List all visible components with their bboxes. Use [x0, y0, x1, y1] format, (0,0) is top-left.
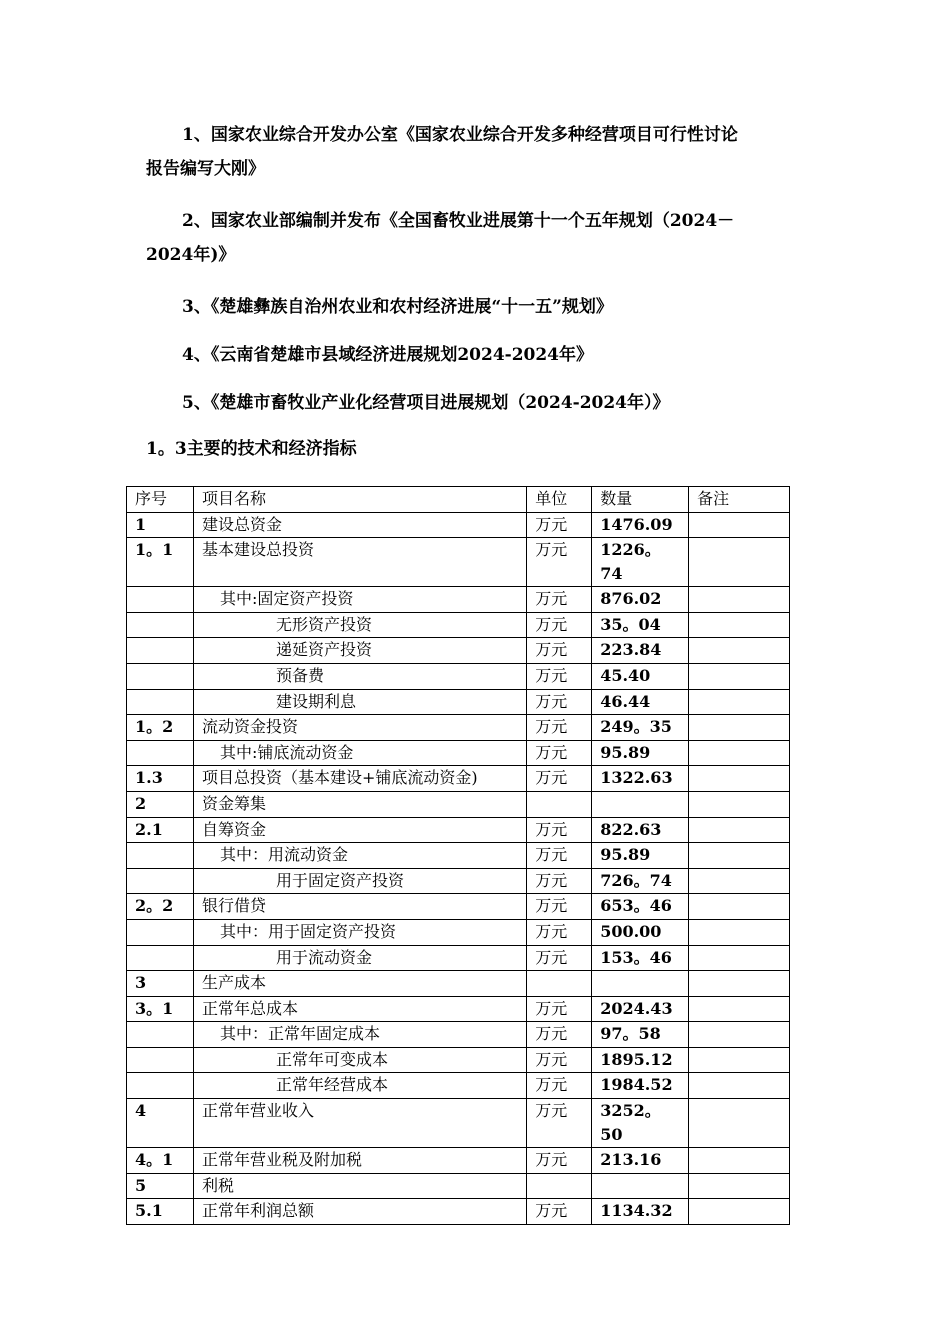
table-row [127, 638, 790, 664]
reference-text: 3、《楚雄彝族自治州农业和农村经济进展“十一五”规划》 [182, 297, 613, 317]
row-number [127, 945, 194, 971]
reference-item [146, 118, 806, 186]
table-row [127, 1148, 790, 1174]
table-header-row [127, 487, 790, 513]
row-number: 1。1 [127, 538, 194, 587]
indicator-table [126, 486, 790, 1225]
row-name: 正常年营业税及附加税 [193, 1148, 526, 1174]
row-note [689, 817, 790, 843]
row-unit: 万元 [527, 1099, 592, 1148]
header-unit: 单位 [527, 487, 592, 513]
table-row [127, 945, 790, 971]
table-row [127, 587, 790, 613]
row-name: 利税 [193, 1173, 526, 1199]
row-number [127, 587, 194, 613]
row-name: 自筹资金 [193, 817, 526, 843]
table-row [127, 894, 790, 920]
reference-text-continued: 2024年)》 [146, 245, 236, 265]
header-quantity: 数量 [592, 487, 689, 513]
reference-text: 4、《云南省楚雄市县域经济进展规划2024-2024年》 [182, 345, 594, 365]
table-row [127, 612, 790, 638]
row-quantity: 2024.43 [592, 996, 689, 1022]
row-note [689, 791, 790, 817]
row-note [689, 1199, 790, 1225]
table-row [127, 868, 790, 894]
row-name [193, 919, 526, 945]
table-row [127, 1199, 790, 1225]
row-quantity: 95.89 [592, 740, 689, 766]
table-row [127, 1099, 790, 1148]
row-note [689, 740, 790, 766]
row-unit: 万元 [527, 538, 592, 587]
row-unit: 万元 [527, 740, 592, 766]
row-note [689, 1022, 790, 1048]
row-note [689, 689, 790, 715]
table-row [127, 1173, 790, 1199]
row-note [689, 945, 790, 971]
row-name [193, 740, 526, 766]
row-name-text: 其中：用流动资金 [219, 845, 348, 865]
row-name-text: 预备费 [275, 665, 324, 685]
row-name [193, 1073, 526, 1099]
row-number: 3 [127, 971, 194, 997]
row-name-text: 正常年经营成本 [275, 1075, 388, 1095]
row-number [127, 663, 194, 689]
row-name-text: 其中:铺底流动资金 [219, 742, 354, 762]
table-row [127, 663, 790, 689]
row-number: 3。1 [127, 996, 194, 1022]
reference-text: 5、《楚雄市畜牧业产业化经营项目进展规划（2024-2024年）》 [182, 393, 670, 413]
row-quantity: 45.40 [592, 663, 689, 689]
table-row [127, 817, 790, 843]
row-quantity: 1134.32 [592, 1199, 689, 1225]
row-unit: 万元 [527, 715, 592, 741]
row-number: 2。2 [127, 894, 194, 920]
reference-item [146, 386, 806, 420]
table-row [127, 919, 790, 945]
row-unit: 万元 [527, 945, 592, 971]
table-row [127, 1047, 790, 1073]
row-quantity: 35。04 [592, 612, 689, 638]
header-note: 备注 [689, 487, 790, 513]
row-name [193, 587, 526, 613]
row-unit: 万元 [527, 996, 592, 1022]
table-row [127, 689, 790, 715]
row-number: 1 [127, 512, 194, 538]
table-row [127, 740, 790, 766]
row-unit [527, 1173, 592, 1199]
table-row [127, 538, 790, 587]
row-name: 正常年总成本 [193, 996, 526, 1022]
row-quantity: 876.02 [592, 587, 689, 613]
row-name-text: 其中：正常年固定成本 [219, 1024, 380, 1044]
row-name [193, 1022, 526, 1048]
row-note [689, 766, 790, 792]
row-unit: 万元 [527, 817, 592, 843]
row-note [689, 715, 790, 741]
row-note [689, 971, 790, 997]
row-name-text: 正常年可变成本 [275, 1049, 388, 1069]
row-number [127, 919, 194, 945]
row-unit: 万元 [527, 663, 592, 689]
row-unit: 万元 [527, 919, 592, 945]
row-note [689, 638, 790, 664]
row-unit: 万元 [527, 1047, 592, 1073]
row-name [193, 868, 526, 894]
row-name [193, 663, 526, 689]
row-name: 银行借贷 [193, 894, 526, 920]
row-quantity: 1322.63 [592, 766, 689, 792]
reference-text: 2、国家农业部编制并发布《全国畜牧业进展第十一个五年规划（2024－ [182, 211, 735, 231]
row-number: 4。1 [127, 1148, 194, 1174]
row-note [689, 1099, 790, 1148]
row-name: 基本建设总投资 [193, 538, 526, 587]
row-number [127, 689, 194, 715]
row-quantity [592, 791, 689, 817]
row-quantity: 1984.52 [592, 1073, 689, 1099]
row-name-text: 无形资产投资 [275, 614, 372, 634]
row-unit: 万元 [527, 1022, 592, 1048]
table-row [127, 971, 790, 997]
row-name-text: 其中:固定资产投资 [219, 589, 354, 609]
row-quantity: 1476.09 [592, 512, 689, 538]
row-unit: 万元 [527, 638, 592, 664]
row-quantity: 95.89 [592, 843, 689, 869]
row-note [689, 1073, 790, 1099]
row-note [689, 1148, 790, 1174]
row-note [689, 538, 790, 587]
row-quantity [592, 1173, 689, 1199]
row-quantity: 97。58 [592, 1022, 689, 1048]
row-unit: 万元 [527, 843, 592, 869]
table-row [127, 791, 790, 817]
row-number [127, 843, 194, 869]
row-quantity: 153。46 [592, 945, 689, 971]
row-name: 建设总资金 [193, 512, 526, 538]
table-row [127, 996, 790, 1022]
header-no: 序号 [127, 487, 194, 513]
row-name: 流动资金投资 [193, 715, 526, 741]
row-number [127, 740, 194, 766]
row-name-text: 建设期利息 [275, 691, 356, 711]
row-name: 生产成本 [193, 971, 526, 997]
row-name [193, 945, 526, 971]
row-quantity: 822.63 [592, 817, 689, 843]
header-name: 项目名称 [193, 487, 526, 513]
row-number: 5 [127, 1173, 194, 1199]
row-number: 1。2 [127, 715, 194, 741]
row-note [689, 612, 790, 638]
row-note [689, 663, 790, 689]
row-quantity: 46.44 [592, 689, 689, 715]
reference-text-continued: 报告编写大刚》 [146, 159, 265, 179]
row-number [127, 612, 194, 638]
row-name [193, 689, 526, 715]
row-name: 正常年利润总额 [193, 1199, 526, 1225]
row-unit: 万元 [527, 689, 592, 715]
row-number [127, 1073, 194, 1099]
row-quantity: 726。74 [592, 868, 689, 894]
row-quantity [592, 971, 689, 997]
row-unit: 万元 [527, 1199, 592, 1225]
row-quantity: 3252。50 [592, 1099, 689, 1148]
table-row [127, 715, 790, 741]
row-note [689, 1047, 790, 1073]
table-row [127, 512, 790, 538]
row-quantity: 653。46 [592, 894, 689, 920]
row-number [127, 868, 194, 894]
row-unit: 万元 [527, 766, 592, 792]
row-note [689, 996, 790, 1022]
reference-item [146, 204, 806, 272]
row-unit: 万元 [527, 612, 592, 638]
row-note [689, 1173, 790, 1199]
section-heading: 1。3主要的技术和经济指标 [146, 439, 357, 459]
row-name: 资金筹集 [193, 791, 526, 817]
reference-item [146, 338, 806, 372]
row-unit: 万元 [527, 512, 592, 538]
row-note [689, 919, 790, 945]
row-unit: 万元 [527, 894, 592, 920]
row-quantity: 1226。74 [592, 538, 689, 587]
row-unit: 万元 [527, 868, 592, 894]
row-number: 2 [127, 791, 194, 817]
table-row [127, 1073, 790, 1099]
row-name-text: 用于流动资金 [275, 947, 372, 967]
row-number: 1.3 [127, 766, 194, 792]
row-unit: 万元 [527, 1073, 592, 1099]
row-name: 项目总投资（基本建设+铺底流动资金) [193, 766, 526, 792]
table-row [127, 766, 790, 792]
table-row [127, 843, 790, 869]
row-unit [527, 791, 592, 817]
row-name [193, 843, 526, 869]
row-quantity: 249。35 [592, 715, 689, 741]
row-note [689, 868, 790, 894]
reference-text: 1、国家农业综合开发办公室《国家农业综合开发多种经营项目可行性讨论 [182, 125, 738, 145]
row-quantity: 500.00 [592, 919, 689, 945]
row-note [689, 587, 790, 613]
row-name-text: 用于固定资产投资 [275, 870, 404, 890]
row-note [689, 894, 790, 920]
row-name [193, 612, 526, 638]
row-note [689, 512, 790, 538]
row-name-text: 递延资产投资 [275, 640, 372, 660]
row-number: 5.1 [127, 1199, 194, 1225]
row-note [689, 843, 790, 869]
row-unit: 万元 [527, 587, 592, 613]
row-number [127, 1047, 194, 1073]
row-unit: 万元 [527, 1148, 592, 1174]
row-name [193, 638, 526, 664]
row-number [127, 1022, 194, 1048]
table-row [127, 1022, 790, 1048]
row-number: 2.1 [127, 817, 194, 843]
row-quantity: 223.84 [592, 638, 689, 664]
row-quantity: 213.16 [592, 1148, 689, 1174]
row-name-text: 其中：用于固定资产投资 [219, 921, 396, 941]
row-number: 4 [127, 1099, 194, 1148]
row-name: 正常年营业收入 [193, 1099, 526, 1148]
row-unit [527, 971, 592, 997]
reference-item [146, 290, 806, 324]
row-number [127, 638, 194, 664]
row-quantity: 1895.12 [592, 1047, 689, 1073]
row-name [193, 1047, 526, 1073]
